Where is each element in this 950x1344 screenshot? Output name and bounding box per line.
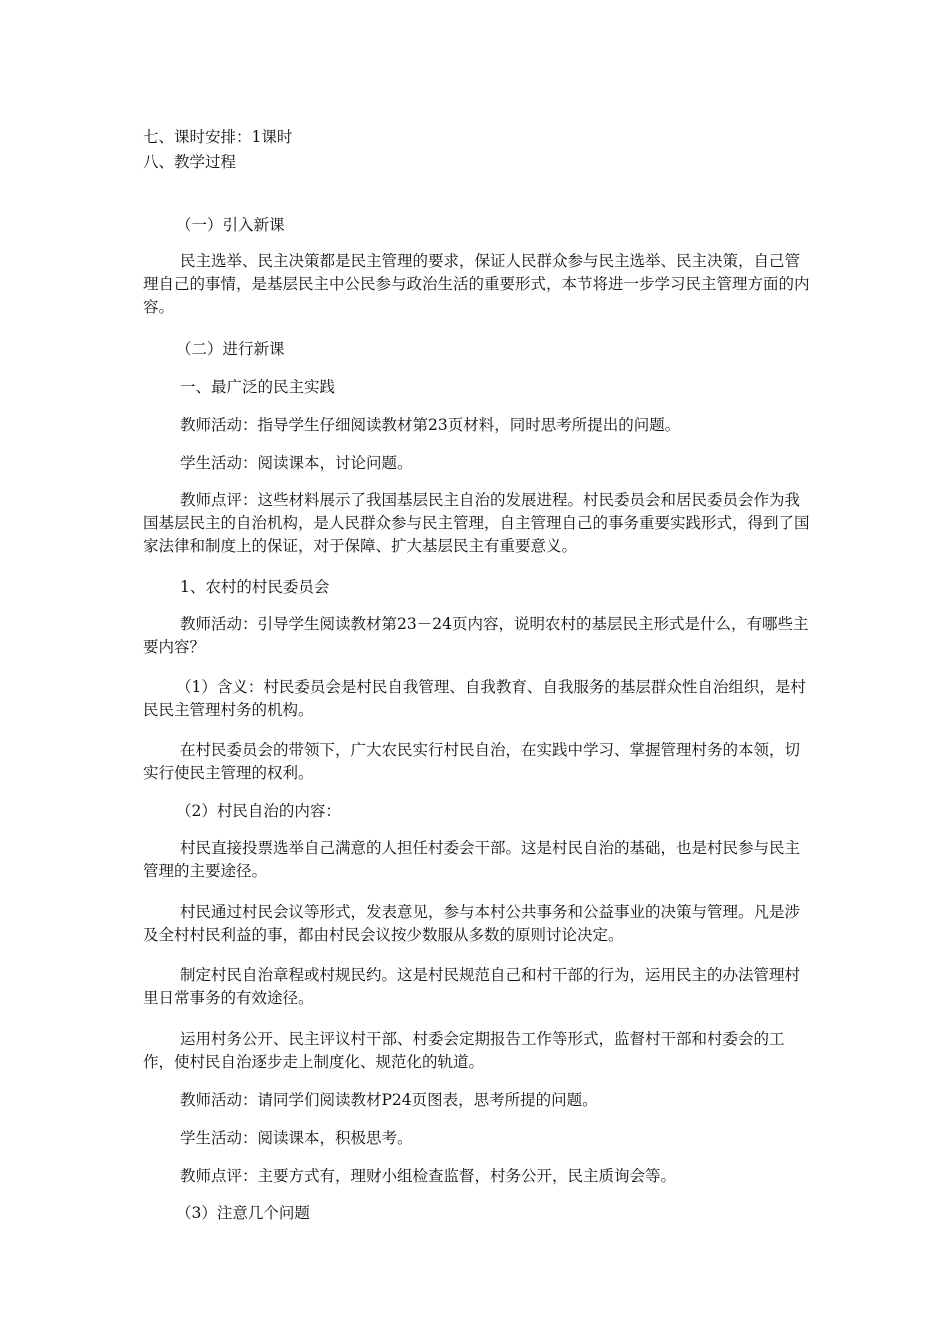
subheading-notes: （3）注意几个问题	[176, 1204, 310, 1222]
teacher-comment-2: 教师点评：主要方式有，理财小组检查监督，村务公开，民主质询会等。	[180, 1167, 677, 1185]
student-activity-1: 学生活动：阅读课本，讨论问题。	[180, 454, 413, 472]
paragraph-leadership: 在村民委员会的带领下，广大农民实行村民自治，在实践中学习、掌握管理村务的本领，切实行使民主管理的权利。	[143, 741, 801, 782]
heading-schedule: 七、课时安排：1课时	[143, 128, 293, 146]
subheading-village-committee: 1、农村的村民委员会	[180, 578, 330, 596]
teacher-activity-3: 教师活动：请同学们阅读教材P24页图表，思考所提的问题。	[180, 1091, 598, 1109]
section-new-lesson: （二）进行新课	[176, 340, 285, 358]
paragraph-charter: 制定村民自治章程或村规民约。这是村民规范自己和村干部的行为，运用民主的办法管理村里日常事务的有效途径。	[143, 966, 801, 1007]
paragraph-election: 村民直接投票选举自己满意的人担任村委会干部。这是村民自治的基础，也是村民参与民主管理的主要途径。	[143, 839, 801, 880]
paragraph-meeting: 村民通过村民会议等形式，发表意见，参与本村公共事务和公益事业的决策与管理。凡是涉及全村村民利益的事，都由村民会议按少数服从多数的原则讨论决定。	[143, 903, 801, 944]
paragraph-supervision: 运用村务公开、民主评议村干部、村委会定期报告工作等形式，监督村干部和村委会的工作，使村民自治逐步走上制度化、规范化的轨道。	[143, 1030, 785, 1071]
teacher-activity-2: 教师活动：引导学生阅读教材第23－24页内容，说明农村的基层民主形式是什么，有哪些主要内容？	[143, 615, 809, 656]
teacher-comment-1: 教师点评：这些材料展示了我国基层民主自治的发展进程。村民委员会和居民委员会作为我国基层民主的自治机构，是人民群众参与民主管理，自主管理自己的事务重要实践形式，得到了国家法律和制度上的保证，对于保障、扩大基层民主有重要意义。	[143, 491, 810, 555]
heading-process: 八、教学过程	[143, 153, 237, 171]
teacher-activity-1: 教师活动：指导学生仔细阅读教材第23页材料，同时思考所提出的问题。	[180, 416, 681, 434]
subheading-democracy-practice: 一、最广泛的民主实践	[180, 378, 336, 396]
subheading-autonomy-content: （2）村民自治的内容：	[176, 802, 341, 820]
paragraph-intro: 民主选举、民主决策都是民主管理的要求，保证人民群众参与民主选举、民主决策，自己管理自己的事情，是基层民主中公民参与政治生活的重要形式，本节将进一步学习民主管理方面的内容。	[143, 252, 810, 316]
definition-paragraph: （1）含义：村民委员会是村民自我管理、自我教育、自我服务的基层群众性自治组织，是村民民主管理村务的机构。	[143, 678, 806, 719]
student-activity-2: 学生活动：阅读课本，积极思考。	[180, 1129, 413, 1147]
section-intro: （一）引入新课	[176, 216, 285, 234]
